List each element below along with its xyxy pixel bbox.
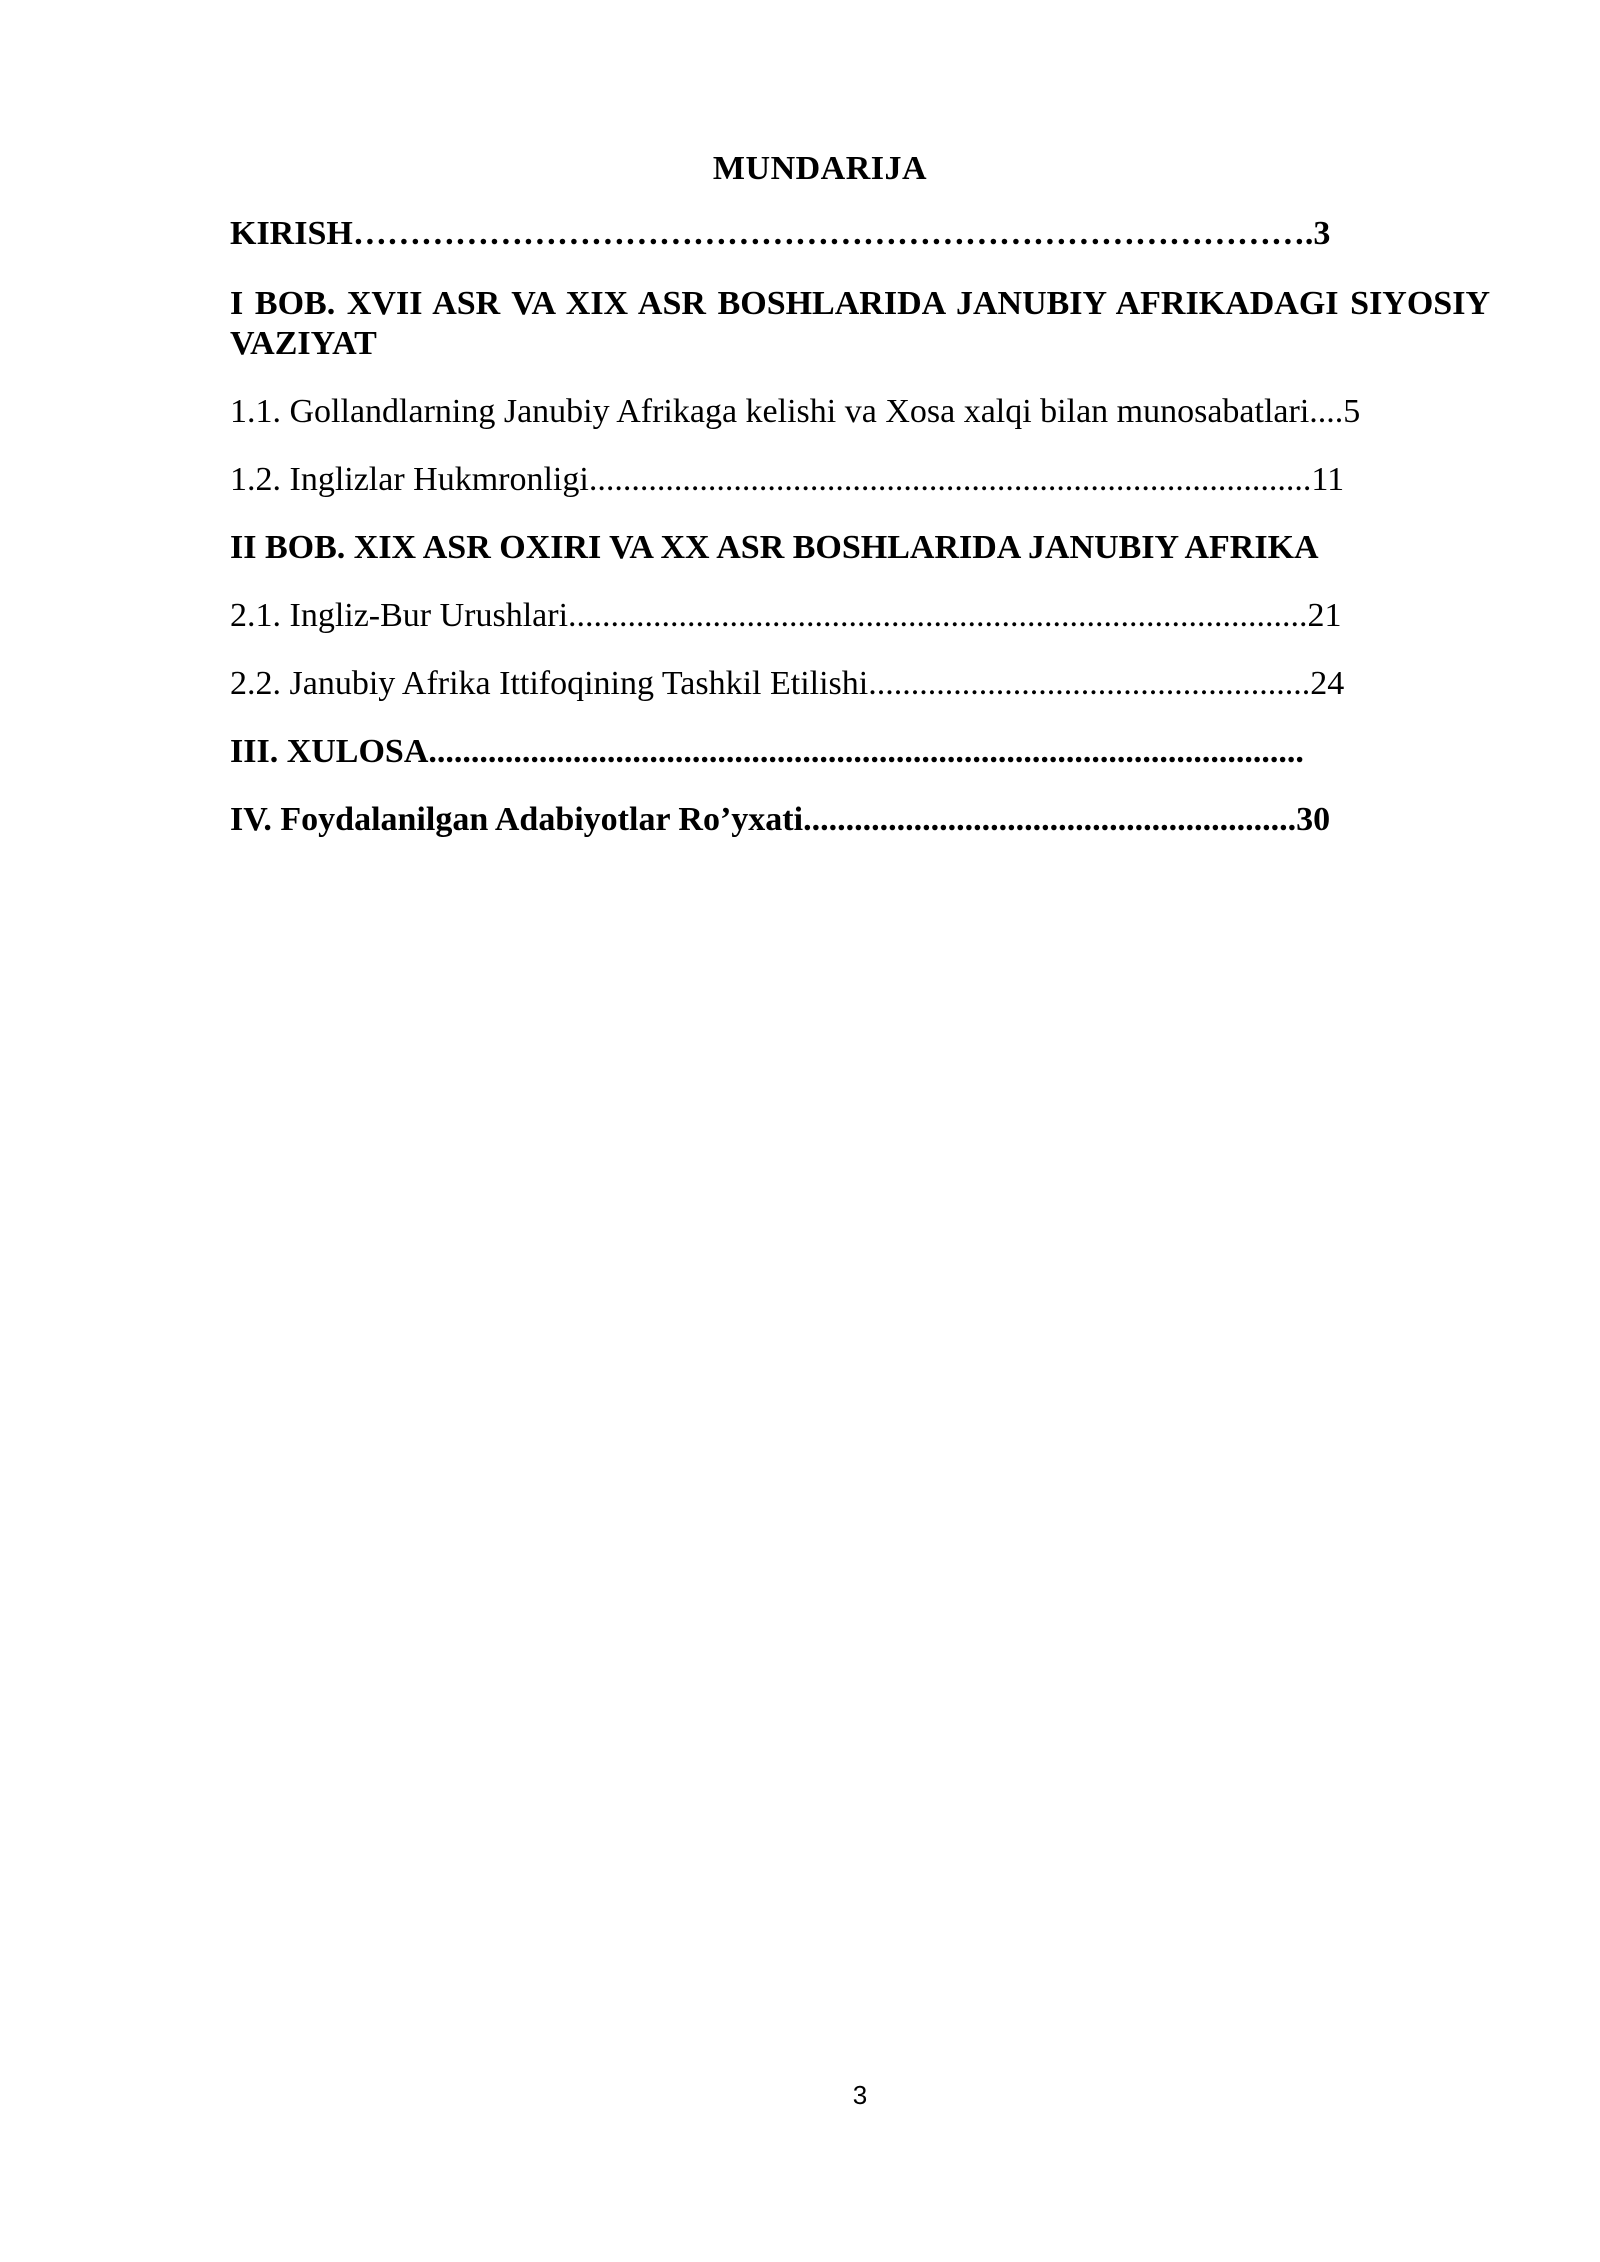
toc-entry-section-1-1: 1.1. Gollandlarning Janubiy Afrikaga kelishi va Xosa xalqi bilan munosabatlari....5 bbox=[230, 393, 1361, 430]
toc-entry-xulosa: III. XULOSA....................................................................................................... bbox=[230, 733, 1304, 770]
page-number: 3 bbox=[852, 2080, 868, 2110]
toc-entry-section-1-2: 1.2. Inglizlar Hukmronligi.....................................................................................11 bbox=[230, 461, 1345, 498]
table-of-contents bbox=[230, 214, 1490, 840]
toc-entry-section-2-1: 2.1. Ingliz-Bur Urushlari.......................................................................................21 bbox=[230, 597, 1342, 634]
toc-entry-bibliography: IV. Foydalanilgan Adabiyotlar Ro’yxati..........................................................30 bbox=[230, 801, 1331, 838]
toc-entry-chapter-2: II BOB. XIX ASR OXIRI VA XX ASR BOSHLARIDA JANUBIY AFRIKA bbox=[230, 529, 1319, 566]
toc-entry-kirish: KIRISH………………………………………………………………………….3 bbox=[230, 215, 1331, 252]
toc-title: MUNDARIJA bbox=[712, 150, 928, 187]
toc-entry-chapter-1: I BOB. XVII ASR VA XIX ASR BOSHLARIDA JANUBIY AFRIKADAGI SIYOSIY VAZIYAT bbox=[230, 285, 1490, 362]
toc-entry-section-2-2: 2.2. Janubiy Afrika Ittifoqining Tashkil Etilishi....................................................24 bbox=[230, 665, 1345, 702]
